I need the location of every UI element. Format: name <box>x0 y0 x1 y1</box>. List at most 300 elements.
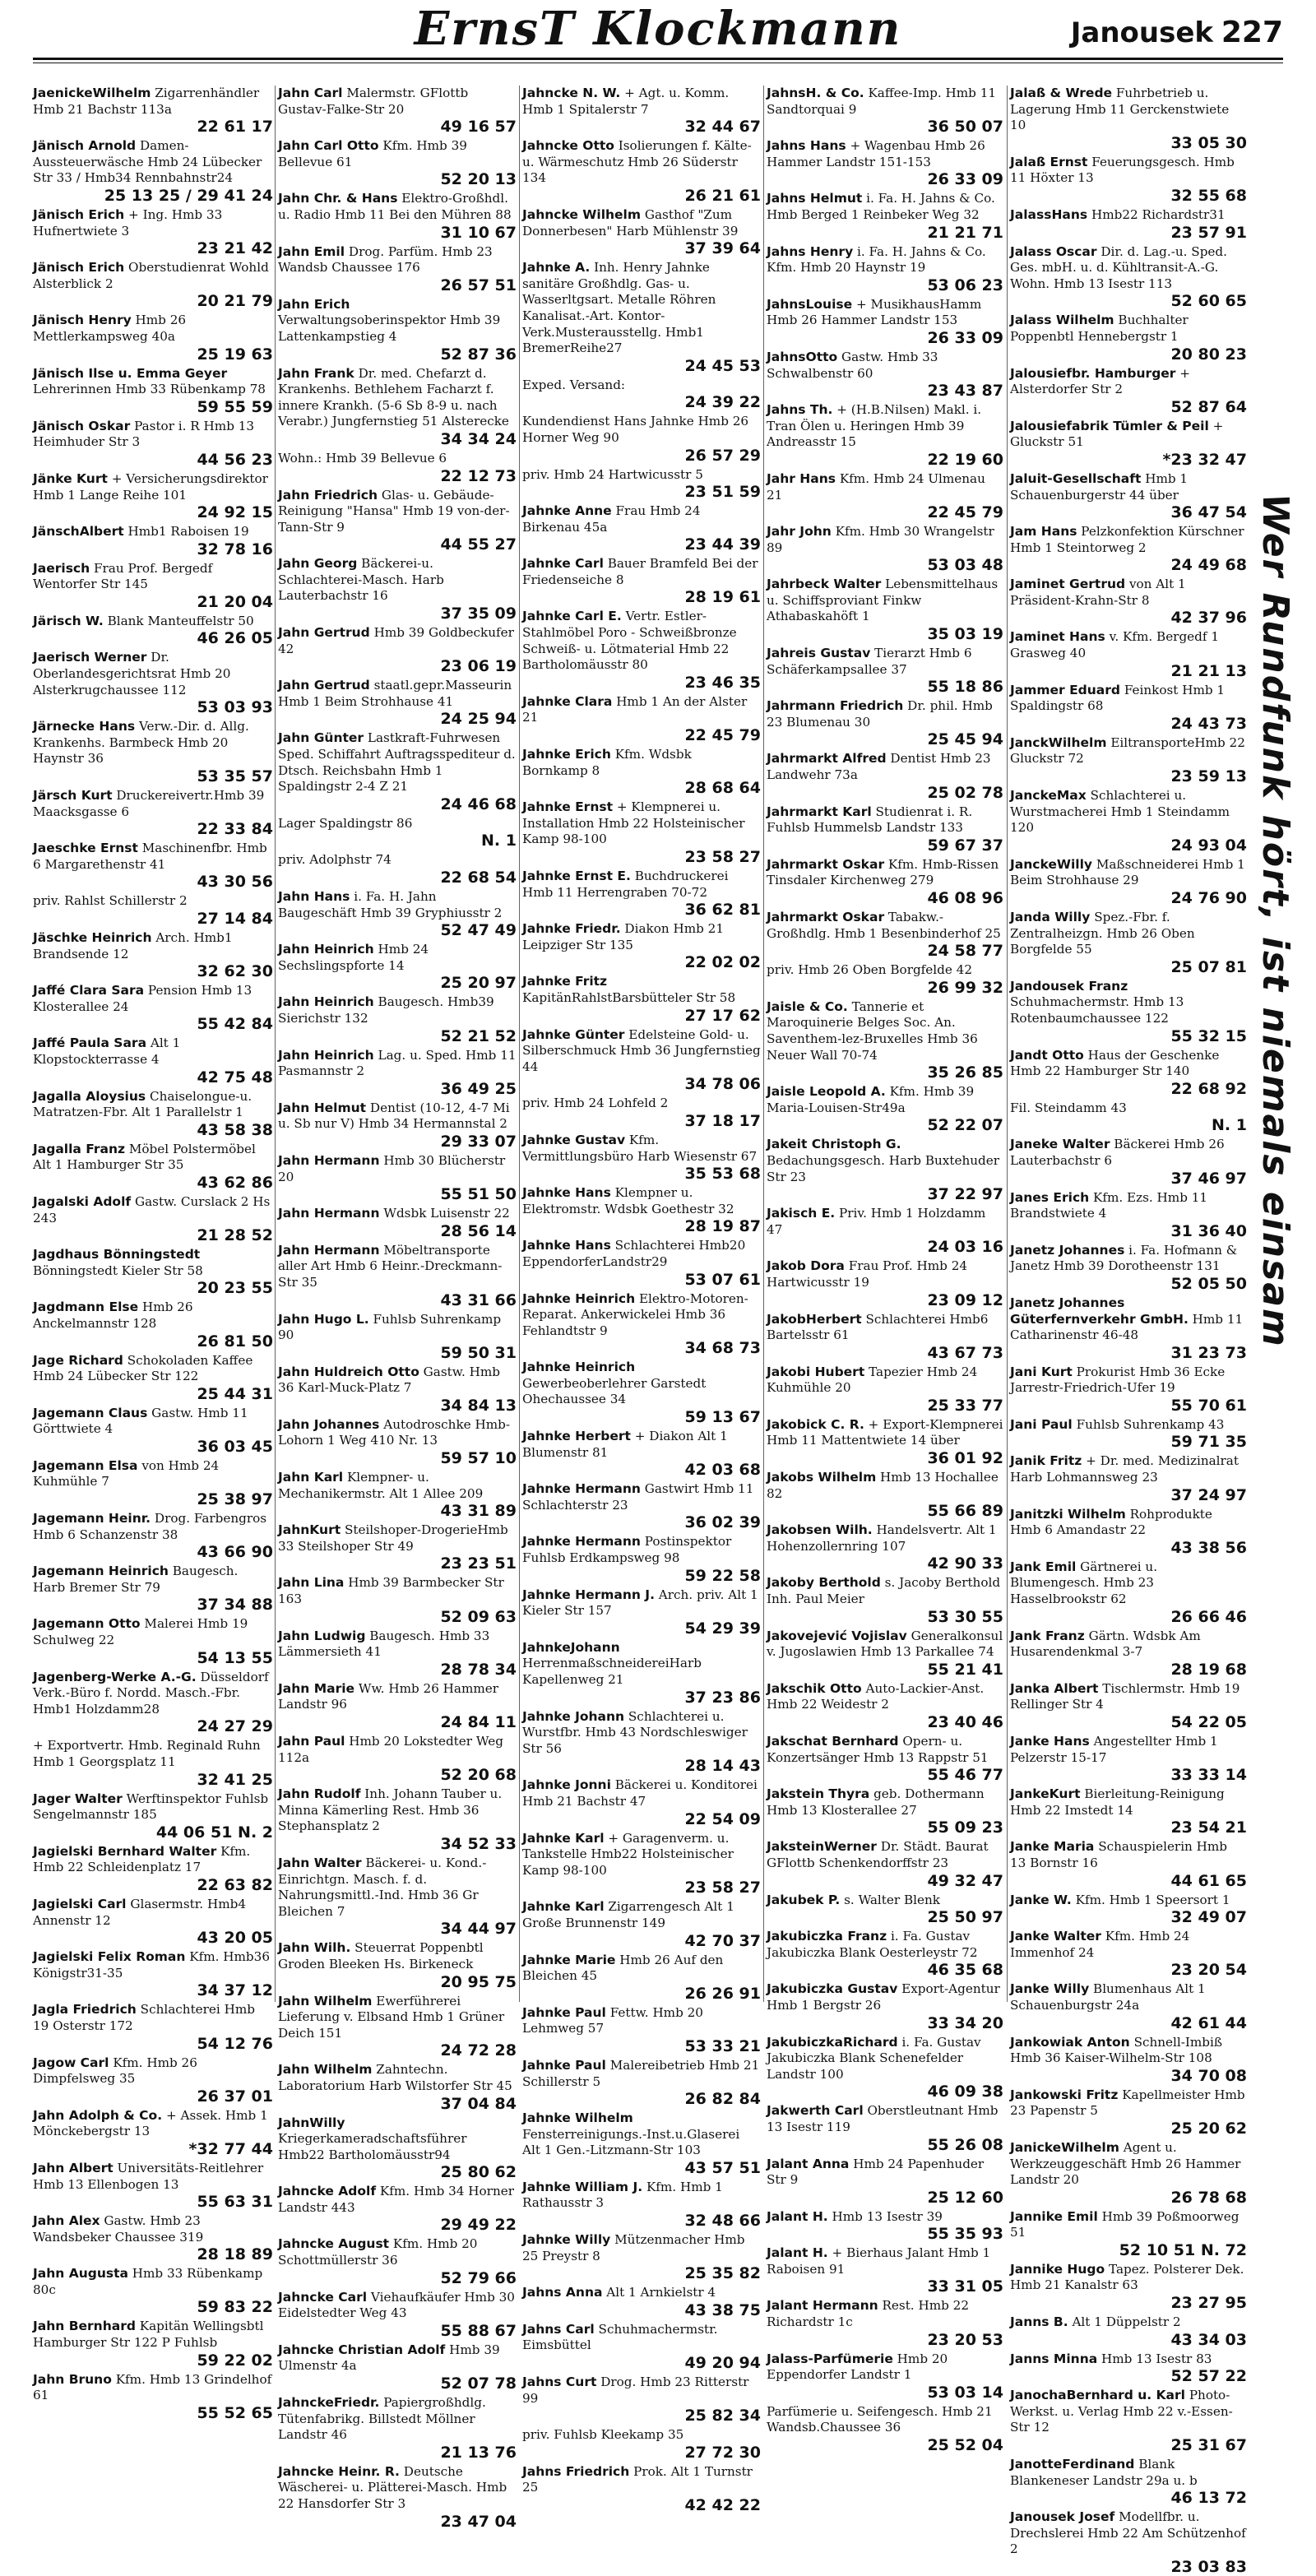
entry-phone: 32 49 07 <box>1170 1908 1247 1927</box>
entry-name: Jager Walter <box>33 1791 123 1806</box>
directory-entry <box>522 86 761 136</box>
entry-name: Jahns Th. <box>767 402 833 418</box>
entry-phone: 42 90 33 <box>927 1554 1003 1573</box>
entry-details: Kfm. Hmb 20 Schottmüllerstr 36 <box>278 2236 478 2268</box>
entry-details: + Dr. med. Medizinalrat Harb Lohmannsweg 23 <box>1010 1453 1239 1485</box>
entry-name: Jakschik Otto <box>767 1680 862 1696</box>
directory-entry <box>1010 1453 1247 1503</box>
entry-details: Gastw. Curslack 2 Hs 243 <box>33 1193 271 1225</box>
entry-phone: 23 21 42 <box>197 239 273 258</box>
entry-phone: 21 21 13 <box>1170 661 1247 680</box>
entry-details: Dr. Städt. Baurat GFlottb Schenkendorffstr 23 <box>767 1839 989 1870</box>
directory-entry <box>767 1734 1003 1784</box>
entry-name: Jahn Johannes <box>278 1416 380 1432</box>
entry-phone: 22 61 17 <box>197 118 273 137</box>
entry-phone: 54 12 76 <box>197 2034 273 2053</box>
directory-entry <box>33 893 273 928</box>
entry-phone: 53 30 55 <box>927 1607 1003 1626</box>
entry-phone: 26 78 68 <box>1170 2188 1247 2207</box>
entry-phone: 28 19 61 <box>684 588 761 607</box>
entry-details: Angestellter Hmb 1 Pelzerstr 15-17 <box>1010 1734 1218 1765</box>
entry-name: Jaluit-Gesellschaft <box>1010 470 1142 486</box>
entry-phone: 42 70 37 <box>684 1931 761 1950</box>
entry-name: Jahn Carl <box>278 86 343 100</box>
directory-entry <box>278 1417 517 1467</box>
entry-phone: 32 55 68 <box>1170 186 1247 205</box>
directory-entry <box>522 2180 761 2230</box>
entry-name: Jagalla Aloysius <box>33 1088 146 1104</box>
entry-name: Jahns Anna <box>522 2285 603 2300</box>
entry-name: JahnkeJohann <box>522 1639 620 1655</box>
directory-entry <box>1010 1786 1247 1837</box>
directory-entry <box>278 852 517 887</box>
entry-name: Jänisch Ilse u. Emma Geyer <box>33 365 228 381</box>
entry-details: Hmb 33 Rübenkamp 80c <box>33 2266 263 2297</box>
entry-details: i. Fa. Hofmann & Janetz Hmb 39 Dorotheenstr 131 <box>1010 1242 1238 1274</box>
entry-name: Jahncke N. W. <box>522 86 621 100</box>
entry-name: Jahnke Wilhelm <box>522 2110 633 2126</box>
entry-phone: 23 46 35 <box>684 673 761 692</box>
entry-details: + Agt. u. Komm. Hmb 1 Spitalerstr 7 <box>522 86 730 117</box>
entry-phone: 55 32 15 <box>1170 1026 1247 1045</box>
entry-details: Spez.-Fbr. f. Zentralheizgn. Hmb 26 Oben Borgfelde 55 <box>1010 910 1195 957</box>
entry-details: Isolierungen f. Kälte- u. Wärmeschutz Hmb 26 Süderstr 134 <box>522 138 752 186</box>
entry-name: Jahnke Heinrich <box>522 1290 636 1306</box>
entry-name: Jahnke Jonni <box>522 1777 611 1793</box>
entry-phone: 23 40 46 <box>927 1713 1003 1731</box>
directory-entry <box>1010 1681 1247 1731</box>
entry-details: Gastw. Hmb 33 Schwalbenstr 60 <box>767 349 938 381</box>
entry-details: Elektro-Motoren-Reparat. Ankerwickelei Hmb 36 Fehlandtstr 9 <box>522 1290 748 1338</box>
entry-name: Jahnke Gustav <box>522 1132 626 1147</box>
entry-details: Zahntechn. Laboratorium Harb Wilstorfer Str 45 <box>278 2062 512 2093</box>
entry-phone: 43 38 56 <box>1170 1538 1247 1557</box>
directory-entry <box>278 1312 517 1362</box>
entry-name: Jahn Günter <box>278 730 364 746</box>
entry-phone: 55 35 93 <box>927 2225 1003 2244</box>
entry-details: Dr. Oberlandesgerichtsrat Hmb 20 Alsterkrugchaussee 112 <box>33 650 231 697</box>
entry-details: Hmb 13 Hochallee 82 <box>767 1470 999 1501</box>
directory-entry <box>1010 2087 1247 2138</box>
directory-entry <box>33 650 273 716</box>
entry-phone: 24 03 16 <box>927 1238 1003 1257</box>
directory-entry <box>522 1291 761 1358</box>
entry-details: + Bierhaus Jalant Hmb 1 Raboisen 91 <box>767 2245 991 2277</box>
entry-name: Jahnke Hans <box>522 1185 611 1201</box>
directory-entry <box>522 1587 761 1638</box>
entry-phone: 34 52 33 <box>440 1834 517 1853</box>
column-3 <box>522 86 761 2514</box>
directory-entry <box>1010 1048 1247 1098</box>
directory-entry <box>767 1929 1003 1979</box>
entry-phone: 23 43 87 <box>927 382 1003 401</box>
entry-phone: 52 22 07 <box>927 1116 1003 1135</box>
directory-entry <box>1010 471 1247 521</box>
directory-entry <box>522 2374 761 2425</box>
entry-details: Arch. Hmb1 Brandsende 12 <box>33 930 233 961</box>
entry-details: + Export-Klempnerei Hmb 11 Mattentwiete 14 über <box>767 1416 1003 1448</box>
entry-phone: *32 77 44 <box>188 2139 273 2158</box>
directory-entry <box>522 1027 761 1094</box>
directory-entry <box>278 1522 517 1573</box>
entry-phone: 55 51 50 <box>440 1185 517 1204</box>
entry-details: Bäckerei u. Konditorei Hmb 21 Bachstr 47 <box>522 1777 758 1809</box>
column-1 <box>33 86 273 2422</box>
entry-phone: 25 02 78 <box>927 783 1003 802</box>
directory-entry <box>33 1949 273 1999</box>
entry-phone: 22 12 73 <box>440 466 517 485</box>
directory-entry <box>1010 788 1247 855</box>
entry-details: Hmb 39 Poßmoorweg 51 <box>1010 2208 1240 2240</box>
entry-phone: 25 07 81 <box>1170 957 1247 976</box>
directory-entry <box>767 1470 1003 1520</box>
entry-details: Hmb 39 Goldbeckufer 42 <box>278 625 514 656</box>
entry-phone: 46 09 38 <box>927 2083 1003 2101</box>
entry-phone: 20 80 23 <box>1170 345 1247 364</box>
entry-details: Malereibetrieb Hmb 21 Schillerstr 5 <box>522 2057 760 2089</box>
entry-details: + Exportvertr. Hmb. Reginald Ruhn Hmb 1 Georgsplatz 11 <box>33 1738 261 1769</box>
entry-phone: 52 60 65 <box>1170 292 1247 311</box>
directory-entry <box>33 1142 273 1192</box>
entry-name: Jakobs Wilhelm <box>767 1470 877 1485</box>
entry-details: + Versicherungsdirektor Hmb 1 Lange Reihe 101 <box>33 470 268 503</box>
entry-name: JaksteinWerner <box>767 1839 877 1855</box>
entry-phone: 52 79 66 <box>440 2268 517 2287</box>
entry-details: Kfm. Hmb 22 Schleidenplatz 17 <box>33 1843 251 1875</box>
entry-name: Jahncke Wilhelm <box>522 206 642 222</box>
entry-phone: 32 44 67 <box>684 118 761 137</box>
entry-details: Wohn.: Hmb 39 Bellevue 6 <box>278 450 447 466</box>
entry-details: Drog. Farbengros Hmb 6 Schanzenstr 38 <box>33 1511 267 1542</box>
entry-name: Jahr Hans <box>767 470 836 486</box>
entry-details: Dentist (10-12, 4-7 Mi u. Sb nur V) Hmb 34 Hermannstal 2 <box>278 1100 510 1132</box>
entry-details: Oberstleutnant Hmb 13 Isestr 119 <box>767 2103 999 2134</box>
directory-entry <box>278 488 517 554</box>
directory-entry <box>767 191 1003 241</box>
directory-entry <box>278 942 517 992</box>
directory-entry <box>278 2395 517 2462</box>
entry-details: Pelzkonfektion Kürschner Hmb 1 Steintorweg 2 <box>1010 524 1244 555</box>
entry-phone: 23 44 39 <box>684 535 761 554</box>
entry-phone: 59 83 22 <box>197 2298 273 2317</box>
entry-details: KapitänRahlstBarsbütteler Str 58 <box>522 989 736 1005</box>
entry-details: Gewerbeoberlehrer Garstedt Ohechaussee 34 <box>522 1375 707 1407</box>
entry-phone: 52 20 13 <box>440 170 517 189</box>
directory-entry <box>522 799 761 866</box>
entry-details: HerrenmaßschneidereiHarb Kapellenweg 21 <box>522 1656 702 1687</box>
directory-entry <box>522 747 761 797</box>
directory-entry <box>522 1481 761 1531</box>
entry-details: Ww. Hmb 26 Hammer Landstr 96 <box>278 1680 499 1712</box>
entry-name: Jahns Friedrich <box>522 2463 630 2479</box>
directory-entry <box>767 1364 1003 1415</box>
entry-name: Jänisch Erich <box>33 260 125 276</box>
entry-phone: 36 01 92 <box>927 1449 1003 1468</box>
entry-details: Oberstudienrat Wohld Alsterblick 2 <box>33 260 269 291</box>
entry-name: Jahnke Clara <box>522 693 613 709</box>
entry-details: Vertr. Estler-Stahlmöbel Poro - Schweißbronze Schweiß- u. Lötmaterial Hmb 22 Bartholomäusstr 80 <box>522 609 737 673</box>
entry-details: Hmb22 Richardstr31 <box>1091 206 1226 222</box>
directory-entry <box>767 1522 1003 1573</box>
entry-phone: 36 62 81 <box>684 901 761 920</box>
entry-details: s. Jacoby Berthold Inh. Paul Meier <box>767 1575 1001 1607</box>
directory-entry <box>767 1206 1003 1256</box>
entry-details: Frau Prof. Bergedf Wentorfer Str 145 <box>33 560 213 592</box>
entry-details: Malerei Hmb 19 Schulweg 22 <box>33 1616 248 1648</box>
entry-phone: 33 31 05 <box>927 2277 1003 2296</box>
brand-logo: ErnsT Klockmann <box>414 2 902 56</box>
directory-entry <box>278 1470 517 1520</box>
entry-details: Lehrerinnen Hmb 33 Rübenkamp 78 <box>33 382 266 397</box>
entry-phone: 24 39 22 <box>684 393 761 412</box>
directory-entry <box>1010 419 1247 469</box>
directory-entry <box>522 1709 761 1776</box>
entry-name: JahnWilly <box>278 2115 345 2130</box>
entry-phone: 36 02 39 <box>684 1513 761 1532</box>
directory-entry <box>33 207 273 257</box>
entry-phone: 26 37 01 <box>197 2087 273 2106</box>
entry-details: Dir. d. Lag.-u. Sped. Ges. mbH. u. d. Kühltransit-A.-G. Wohn. Hmb 13 Isestr 113 <box>1010 243 1227 291</box>
entry-details: Druckereivertr.Hmb 39 Maacksgasse 6 <box>33 788 265 819</box>
directory-entry <box>522 1096 761 1130</box>
entry-name: Jalass Oscar <box>1010 243 1097 259</box>
directory-entry <box>522 467 761 502</box>
page-range: Janousek <box>1070 16 1213 49</box>
entry-name: Jakubiczka Franz <box>767 1929 887 1944</box>
directory-entry <box>278 1364 517 1415</box>
entry-details: Klempner u. Elektromstr. Wdsbk Goethestr 32 <box>522 1185 734 1216</box>
entry-name: Jakobick C. R. <box>767 1416 864 1432</box>
entry-phone: 22 19 60 <box>927 450 1003 469</box>
entry-name: Janetz Johannes <box>1010 1242 1125 1258</box>
entry-name: Jakobi Hubert <box>767 1364 865 1379</box>
entry-name: Jahnke Carl E. <box>522 609 622 624</box>
directory-entry <box>767 962 1003 997</box>
entry-name: Jaminet Hans <box>1010 629 1105 645</box>
entry-phone: 21 13 76 <box>440 2443 517 2462</box>
entry-details: i. Fa. H. Jahn Baugeschäft Hmb 39 Gryphiusstr 2 <box>278 889 503 920</box>
directory-entry <box>767 471 1003 521</box>
entry-details: Tischlermstr. Hmb 19 Rellinger Str 4 <box>1010 1680 1240 1712</box>
entry-details: Malermstr. GFlottb Gustav-Falke-Str 20 <box>278 86 469 117</box>
directory-entry <box>278 2342 517 2393</box>
entry-name: Janik Fritz <box>1010 1453 1082 1469</box>
entry-details: Bönningstedt Kieler Str 58 <box>33 1263 203 1278</box>
entry-name: Jannike Hugo <box>1010 2261 1105 2277</box>
entry-details: Kfm. Hmb 1 Speersort 1 <box>1075 1892 1230 1907</box>
directory-entry <box>522 1360 761 1426</box>
entry-phone: 55 42 84 <box>197 1015 273 1034</box>
entry-name: Jakoby Berthold <box>767 1575 881 1591</box>
entry-phone: 25 52 04 <box>927 2436 1003 2455</box>
directory-entry <box>522 2005 761 2055</box>
entry-details: Baugesch. Harb Bremer Str 79 <box>33 1564 239 1595</box>
entry-phone: 25 82 34 <box>684 2407 761 2425</box>
directory-entry <box>278 2184 517 2234</box>
entry-name: Jahnke Anne <box>522 503 612 519</box>
entry-name: Jahncke Carl <box>278 2289 368 2305</box>
entry-name: Jahn Gertrud <box>278 678 370 693</box>
directory-entry <box>33 1035 273 1086</box>
directory-entry <box>767 2035 1003 2101</box>
entry-name: Järsch Kurt <box>33 788 113 804</box>
directory-entry <box>767 999 1003 1082</box>
entry-phone: *23 32 47 <box>1162 450 1247 469</box>
directory-entry <box>33 2213 273 2263</box>
entry-details: Kfm. Hmb 24 Ulmenau 21 <box>767 470 985 503</box>
directory-entry <box>33 1406 273 1456</box>
entry-details: Lager Spaldingstr 86 <box>278 815 413 831</box>
entry-phone: 29 33 07 <box>440 1132 517 1151</box>
entry-phone: 28 19 68 <box>1170 1660 1247 1679</box>
entry-phone: 55 18 86 <box>927 678 1003 697</box>
entry-phone: 37 34 88 <box>197 1596 273 1615</box>
entry-name: Janitzki Wilhelm <box>1010 1506 1126 1522</box>
directory-entry <box>767 804 1003 855</box>
entry-phone: 52 87 36 <box>440 345 517 364</box>
entry-phone: 42 42 22 <box>684 2496 761 2514</box>
entry-name: Jahnke Hermann J. <box>522 1587 655 1602</box>
directory-entry <box>767 1084 1003 1134</box>
entry-name: Jahns Carl <box>522 2321 595 2337</box>
entry-name: JanckWilhelm <box>1010 734 1107 750</box>
entry-phone: 49 16 57 <box>440 118 517 137</box>
entry-name: Jahnke Paul <box>522 2004 606 2020</box>
entry-details: Generalkonsul v. Jugoslawien Hmb 13 Parkallee 74 <box>767 1628 1003 1660</box>
entry-details: Zigarrenhändler Hmb 21 Bachstr 113a <box>33 86 260 117</box>
directory-entry <box>278 730 517 813</box>
entry-name: Jahnke William J. <box>522 2179 643 2194</box>
entry-details: Werftinspektor Fuhlsb Sengelmannstr 185 <box>33 1791 269 1823</box>
entry-name: Jakob Dora <box>767 1258 845 1274</box>
entry-details: + Ing. Hmb 33 Hufnertwiete 3 <box>33 206 223 239</box>
entry-phone: 25 20 97 <box>440 974 517 993</box>
entry-phone: 23 20 54 <box>1170 1961 1247 1980</box>
directory-entry <box>522 1185 761 1235</box>
directory-entry <box>1010 1417 1247 1452</box>
entry-name: Jammer Eduard <box>1010 682 1120 697</box>
entry-details: Kfm. Hmb-Rissen Tinsdaler Kirchenweg 279 <box>767 856 999 888</box>
entry-name: JakobHerbert <box>767 1311 862 1327</box>
column-divider <box>275 86 276 2002</box>
entry-name: Jalousiefbr. Hamburger <box>1010 365 1176 381</box>
entry-phone: 55 52 65 <box>197 2403 273 2422</box>
entry-details: priv. Adolphstr 74 <box>278 852 392 868</box>
entry-name: Jalant H. <box>767 2208 828 2224</box>
directory-entry <box>33 1670 273 1736</box>
entry-phone: 20 95 75 <box>440 1972 517 1991</box>
entry-phone: 34 37 12 <box>197 1981 273 2000</box>
entry-details: priv. Hmb 26 Oben Borgfelde 42 <box>767 962 973 978</box>
entry-phone: 36 50 07 <box>927 118 1003 137</box>
entry-name: Jahn Hugo L. <box>278 1311 369 1327</box>
entry-name: Jandt Otto <box>1010 1047 1084 1063</box>
entry-name: Jahr John <box>767 524 832 540</box>
entry-phone: 43 30 56 <box>197 873 273 892</box>
entry-details: Photo-Werkst. u. Verlag Hmb 22 v.-Essen-Str 12 <box>1010 2388 1233 2435</box>
directory-entry <box>33 1844 273 1894</box>
entry-name: Jahn Bruno <box>33 2371 112 2387</box>
directory-entry <box>767 297 1003 347</box>
entry-phone: 35 03 19 <box>927 625 1003 644</box>
entry-phone: 59 50 31 <box>440 1343 517 1362</box>
entry-name: JahnckeFriedr. <box>278 2395 380 2411</box>
directory-entry <box>1010 244 1247 311</box>
directory-entry <box>767 350 1003 400</box>
directory-entry <box>1010 1559 1247 1626</box>
entry-details: Tannerie et Maroquinerie Belges Soc. An. Saventhem-lez-Bruxelles Hmb 36 Neuer Wall 70-74 <box>767 998 978 1063</box>
directory-entry <box>278 1100 517 1151</box>
entry-name: Jalaß & Wrede <box>1010 86 1113 100</box>
entry-details: s. Walter Blenk <box>844 1892 940 1907</box>
entry-details: Kfm. Hmb 26 Dimpfelsweg 35 <box>33 2055 197 2087</box>
entry-name: Jakubiczka Gustav <box>767 1981 898 1997</box>
directory-entry <box>278 1940 517 1990</box>
entry-phone: 36 03 45 <box>197 1437 273 1456</box>
entry-details: Pastor i. R Hmb 13 Heimhuder Str 3 <box>33 418 255 450</box>
entry-details: Kapitän Wellingsbtl Hamburger Str 122 P Fuhlsb <box>33 2319 264 2351</box>
entry-phone: 28 56 14 <box>440 1221 517 1240</box>
entry-name: JankeKurt <box>1010 1786 1081 1802</box>
entry-name: Janka Albert <box>1010 1680 1099 1696</box>
entry-details: Dr. phil. Hmb 23 Blumenau 30 <box>767 698 993 730</box>
entry-phone: 53 03 48 <box>927 556 1003 575</box>
entry-name: Jäschke Heinrich <box>33 930 152 945</box>
entry-details: + Diakon Alt 1 Blumenstr 81 <box>522 1429 728 1460</box>
directory-entry <box>522 2322 761 2372</box>
entry-phone: 43 20 05 <box>197 1929 273 1948</box>
entry-phone: 22 33 84 <box>197 820 273 839</box>
entry-phone: 26 66 46 <box>1170 1607 1247 1626</box>
directory-entry <box>278 1153 517 1203</box>
entry-details: Kriegerkameradschaftsführer Hmb22 Bartholomäusstr94 <box>278 2131 467 2162</box>
entry-details: Steuerrat Poppenbtl Groden Bleeken Hs. Birkeneck <box>278 1940 484 1971</box>
entry-details: Lag. u. Sped. Hmb 11 Pasmannstr 2 <box>278 1047 517 1079</box>
entry-phone: 54 22 05 <box>1170 1713 1247 1731</box>
page-number: 227 <box>1221 16 1283 49</box>
entry-details: Möbel Polstermöbel Alt 1 Hamburger Str 35 <box>33 1141 256 1173</box>
entry-details: Diakon Hmb 21 Leipziger Str 135 <box>522 921 724 952</box>
entry-name: Jahn Marie <box>278 1680 355 1696</box>
directory-entry <box>33 524 273 558</box>
entry-details: Kfm. Hmb 39 Maria-Louisen-Str49a <box>767 1084 975 1115</box>
entry-details: Alt 1 Düppelstr 2 <box>1072 2314 1181 2330</box>
directory-entry <box>522 503 761 554</box>
entry-name: Janeke Walter <box>1010 1137 1110 1152</box>
directory-entry <box>278 138 517 188</box>
entry-phone: 22 68 92 <box>1170 1079 1247 1098</box>
entry-details: Postinspektor Fuhlsb Erdkampsweg 98 <box>522 1534 732 1566</box>
directory-entry <box>278 2236 517 2286</box>
entry-phone: 24 46 68 <box>440 795 517 813</box>
entry-phone: 42 61 44 <box>1170 2013 1247 2032</box>
entry-details: Gastw. Hmb 11 Görttwiete 4 <box>33 1405 248 1437</box>
entry-name: Jahnke Hans <box>522 1238 611 1253</box>
entry-phone: 24 43 73 <box>1170 714 1247 733</box>
directory-entry <box>767 577 1003 643</box>
directory-entry <box>33 1300 273 1350</box>
entry-details: Gasthof "Zum Donnerbesen" Harb Mühlenstr 39 <box>522 206 739 239</box>
directory-entry <box>767 1417 1003 1467</box>
entry-phone: 54 29 39 <box>684 1619 761 1638</box>
entry-details: Kapellmeister Hmb 23 Papenstr 5 <box>1010 2087 1245 2119</box>
entry-name: Jahn Helmut <box>278 1100 367 1115</box>
directory-entry <box>767 2351 1003 2402</box>
entry-details: Blumenhaus Alt 1 Schauenburgstr 24a <box>1010 1981 1206 2013</box>
entry-name: Jani Paul <box>1010 1416 1073 1432</box>
entry-name: Jahreis Gustav <box>767 646 871 661</box>
entry-name: JanckeMax <box>1010 788 1087 804</box>
